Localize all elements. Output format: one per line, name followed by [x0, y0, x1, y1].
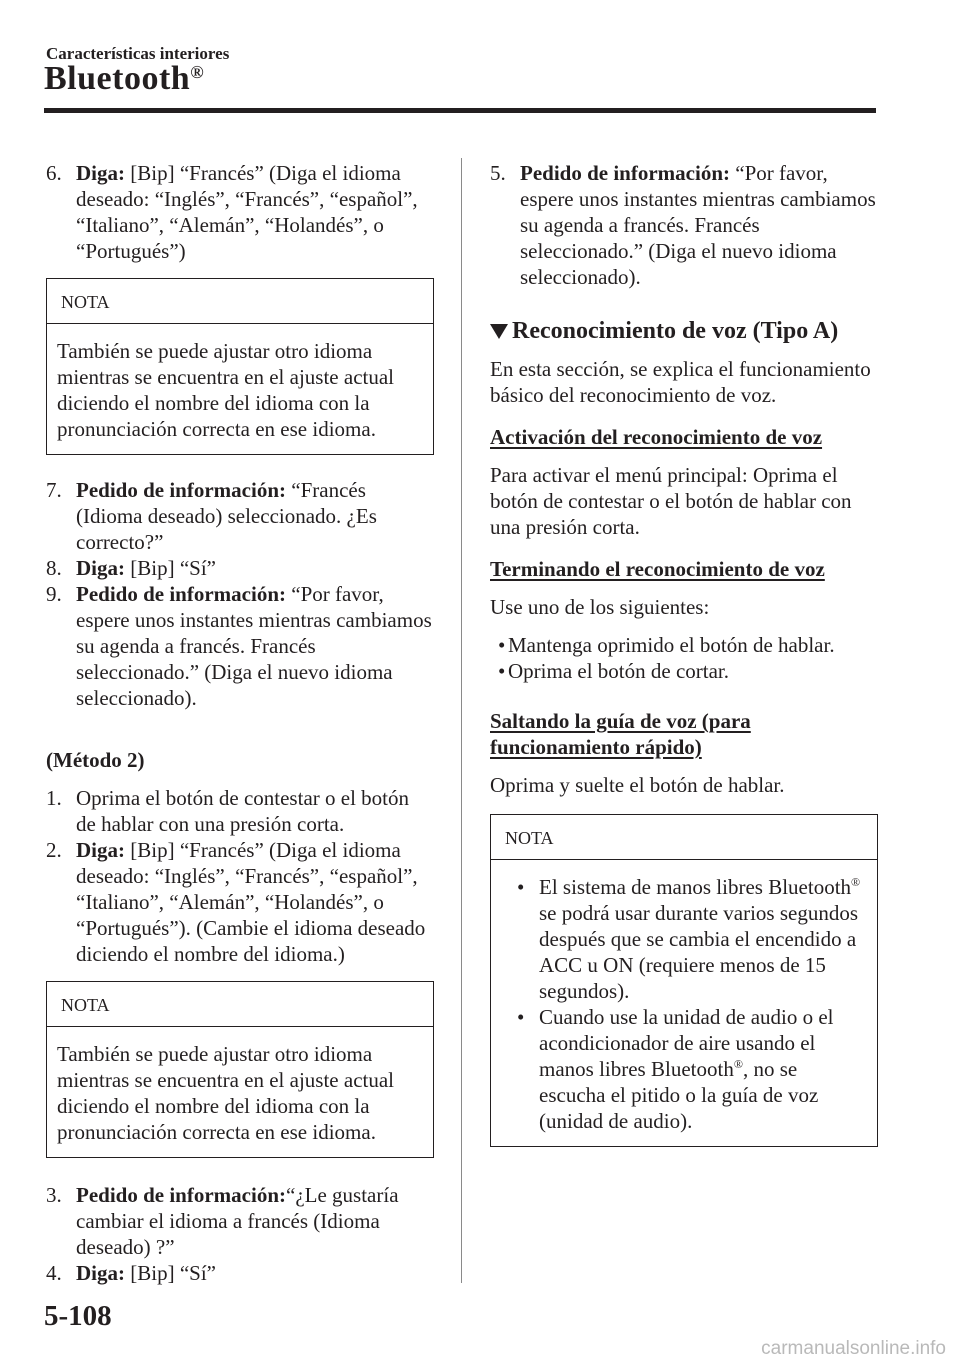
activation-text: Para activar el menú principal: Oprima el botón de contestar o el botón de hablar con una presión corta. — [490, 463, 852, 539]
subheading-activation: Activación del reconocimiento de voz — [490, 425, 823, 449]
bullet-icon: • — [517, 875, 525, 899]
section-heading-text: Reconocimiento de voz (Tipo A) — [512, 318, 839, 344]
method2-step-1 — [46, 785, 434, 837]
note-heading: NOTA — [47, 279, 433, 324]
note-box — [46, 278, 434, 455]
step-label: Pedido de información: — [76, 582, 286, 606]
step-label: Pedido de información: — [76, 478, 286, 502]
bullet-icon: • — [498, 633, 506, 657]
page-number: 5-108 — [44, 1300, 112, 1332]
step-text: Oprima el botón de contestar o el botón de hablar con una presión corta. — [76, 786, 409, 836]
step-text: [Bip] “Francés” (Diga el idioma deseado: “Inglés”, “Francés”, “español”, “Italiano”, “Alemán”, “Holandés”, o “Portugués”). (Cambie el idioma deseado diciendo el nombre del idioma.) — [76, 838, 426, 966]
bullet-icon: • — [498, 659, 506, 683]
section-intro: En esta sección, se explica el funcionamiento básico del reconocimiento de voz. — [490, 357, 871, 407]
step-8 — [46, 555, 434, 581]
step-number: 3. — [46, 1183, 62, 1207]
bullet-item — [490, 632, 878, 658]
step-label: Diga: — [76, 838, 125, 862]
bullet-text: Oprima el botón de cortar. — [508, 659, 730, 683]
note-text: Cuando use la unidad de audio o el acondicionador de aire usando el manos libres Bluetooth — [539, 1005, 834, 1081]
step-text: [Bip] “Sí” — [125, 1261, 216, 1285]
step-label: Pedido de información: — [520, 161, 730, 185]
method-2-heading — [46, 747, 434, 773]
note-list-item — [501, 874, 867, 1004]
note-heading: NOTA — [491, 815, 877, 860]
registered-mark: ® — [851, 875, 861, 889]
note-text: se podrá usar durante varios segundos después que se cambia el encendido a ACC u ON (requiere menos de 15 segundos). — [539, 901, 858, 1003]
step-text: “Por favor, espere unos instantes mientras cambiamos su agenda a francés. Francés seleccionado.” (Diga el nuevo idioma seleccionado). — [520, 161, 876, 289]
step-number: 2. — [46, 838, 62, 862]
method2-step-4 — [46, 1260, 434, 1286]
step-text: “Francés (Idioma deseado) seleccionado. ¿Es correcto?” — [76, 478, 377, 554]
method2-step-3 — [46, 1182, 434, 1260]
registered-mark: ® — [190, 62, 205, 82]
right-column — [490, 160, 878, 1159]
note-body: También se puede ajustar otro idioma mientras se encuentra en el ajuste actual diciendo el nombre del idioma con la pronunciación correcta en ese idioma. — [57, 339, 395, 441]
note-text: , no se escucha el pitido o la guía de voz (unidad de audio). — [539, 1057, 819, 1133]
note-box — [46, 981, 434, 1158]
step-5 — [490, 160, 878, 290]
note-text: El sistema de manos libres Bluetooth — [539, 875, 852, 899]
note-body: También se puede ajustar otro idioma mientras se encuentra en el ajuste actual diciendo el nombre del idioma con la pronunciación correcta en ese idioma. — [57, 1042, 395, 1144]
step-label: Pedido de información: — [76, 1183, 286, 1207]
step-text: “¿Le gustaría cambiar el idioma a francés (Idioma deseado) ?” — [76, 1183, 399, 1259]
step-text: [Bip] “Sí” — [125, 556, 216, 580]
step-6 — [46, 160, 434, 264]
step-label: Diga: — [76, 161, 125, 185]
step-number: 5. — [490, 161, 506, 185]
step-label: Diga: — [76, 556, 125, 580]
step-number: 1. — [46, 786, 62, 810]
note-box — [490, 814, 878, 1147]
subheading-skip: Saltando la guía de voz (para funcionamiento rápido) — [490, 709, 751, 759]
step-number: 6. — [46, 161, 62, 185]
watermark: carmanualsonline.info — [761, 1338, 946, 1359]
note-heading: NOTA — [47, 982, 433, 1027]
note-body — [491, 860, 877, 1146]
note-list-item — [501, 1004, 867, 1134]
step-number: 8. — [46, 556, 62, 580]
bullet-icon: • — [517, 1005, 525, 1029]
step-number: 4. — [46, 1261, 62, 1285]
column-divider — [461, 158, 462, 1283]
skip-text: Oprima y suelte el botón de hablar. — [490, 773, 785, 797]
ending-text: Use uno de los siguientes: — [490, 595, 710, 619]
bullet-item — [490, 658, 878, 684]
page-title-text: Bluetooth — [44, 60, 191, 97]
step-text: “Por favor, espere unos instantes mientras cambiamos su agenda a francés. Francés seleccionado.” (Diga el nuevo idioma seleccionado). — [76, 582, 432, 710]
note-list — [501, 874, 867, 1134]
step-9 — [46, 581, 434, 711]
registered-mark: ® — [733, 1057, 743, 1071]
step-label: Diga: — [76, 1261, 125, 1285]
subheading-ending: Terminando el reconocimiento de voz — [490, 557, 825, 581]
header-section-label: Características interiores — [46, 44, 230, 63]
header-rule — [44, 108, 876, 113]
method2-step-2 — [46, 837, 434, 967]
step-number: 7. — [46, 478, 62, 502]
step-text: [Bip] “Francés” (Diga el idioma deseado: “Inglés”, “Francés”, “español”, “Italiano”, “Alemán”, “Holandés”, o “Portugués”) — [76, 161, 418, 263]
method-2-label: (Método 2) — [46, 748, 145, 772]
triangle-marker-icon — [490, 324, 508, 339]
bullet-text: Mantenga oprimido el botón de hablar. — [508, 633, 835, 657]
step-number: 9. — [46, 582, 62, 606]
section-heading — [490, 318, 878, 344]
page-title — [44, 60, 204, 98]
left-column — [46, 160, 434, 1286]
step-7 — [46, 477, 434, 555]
